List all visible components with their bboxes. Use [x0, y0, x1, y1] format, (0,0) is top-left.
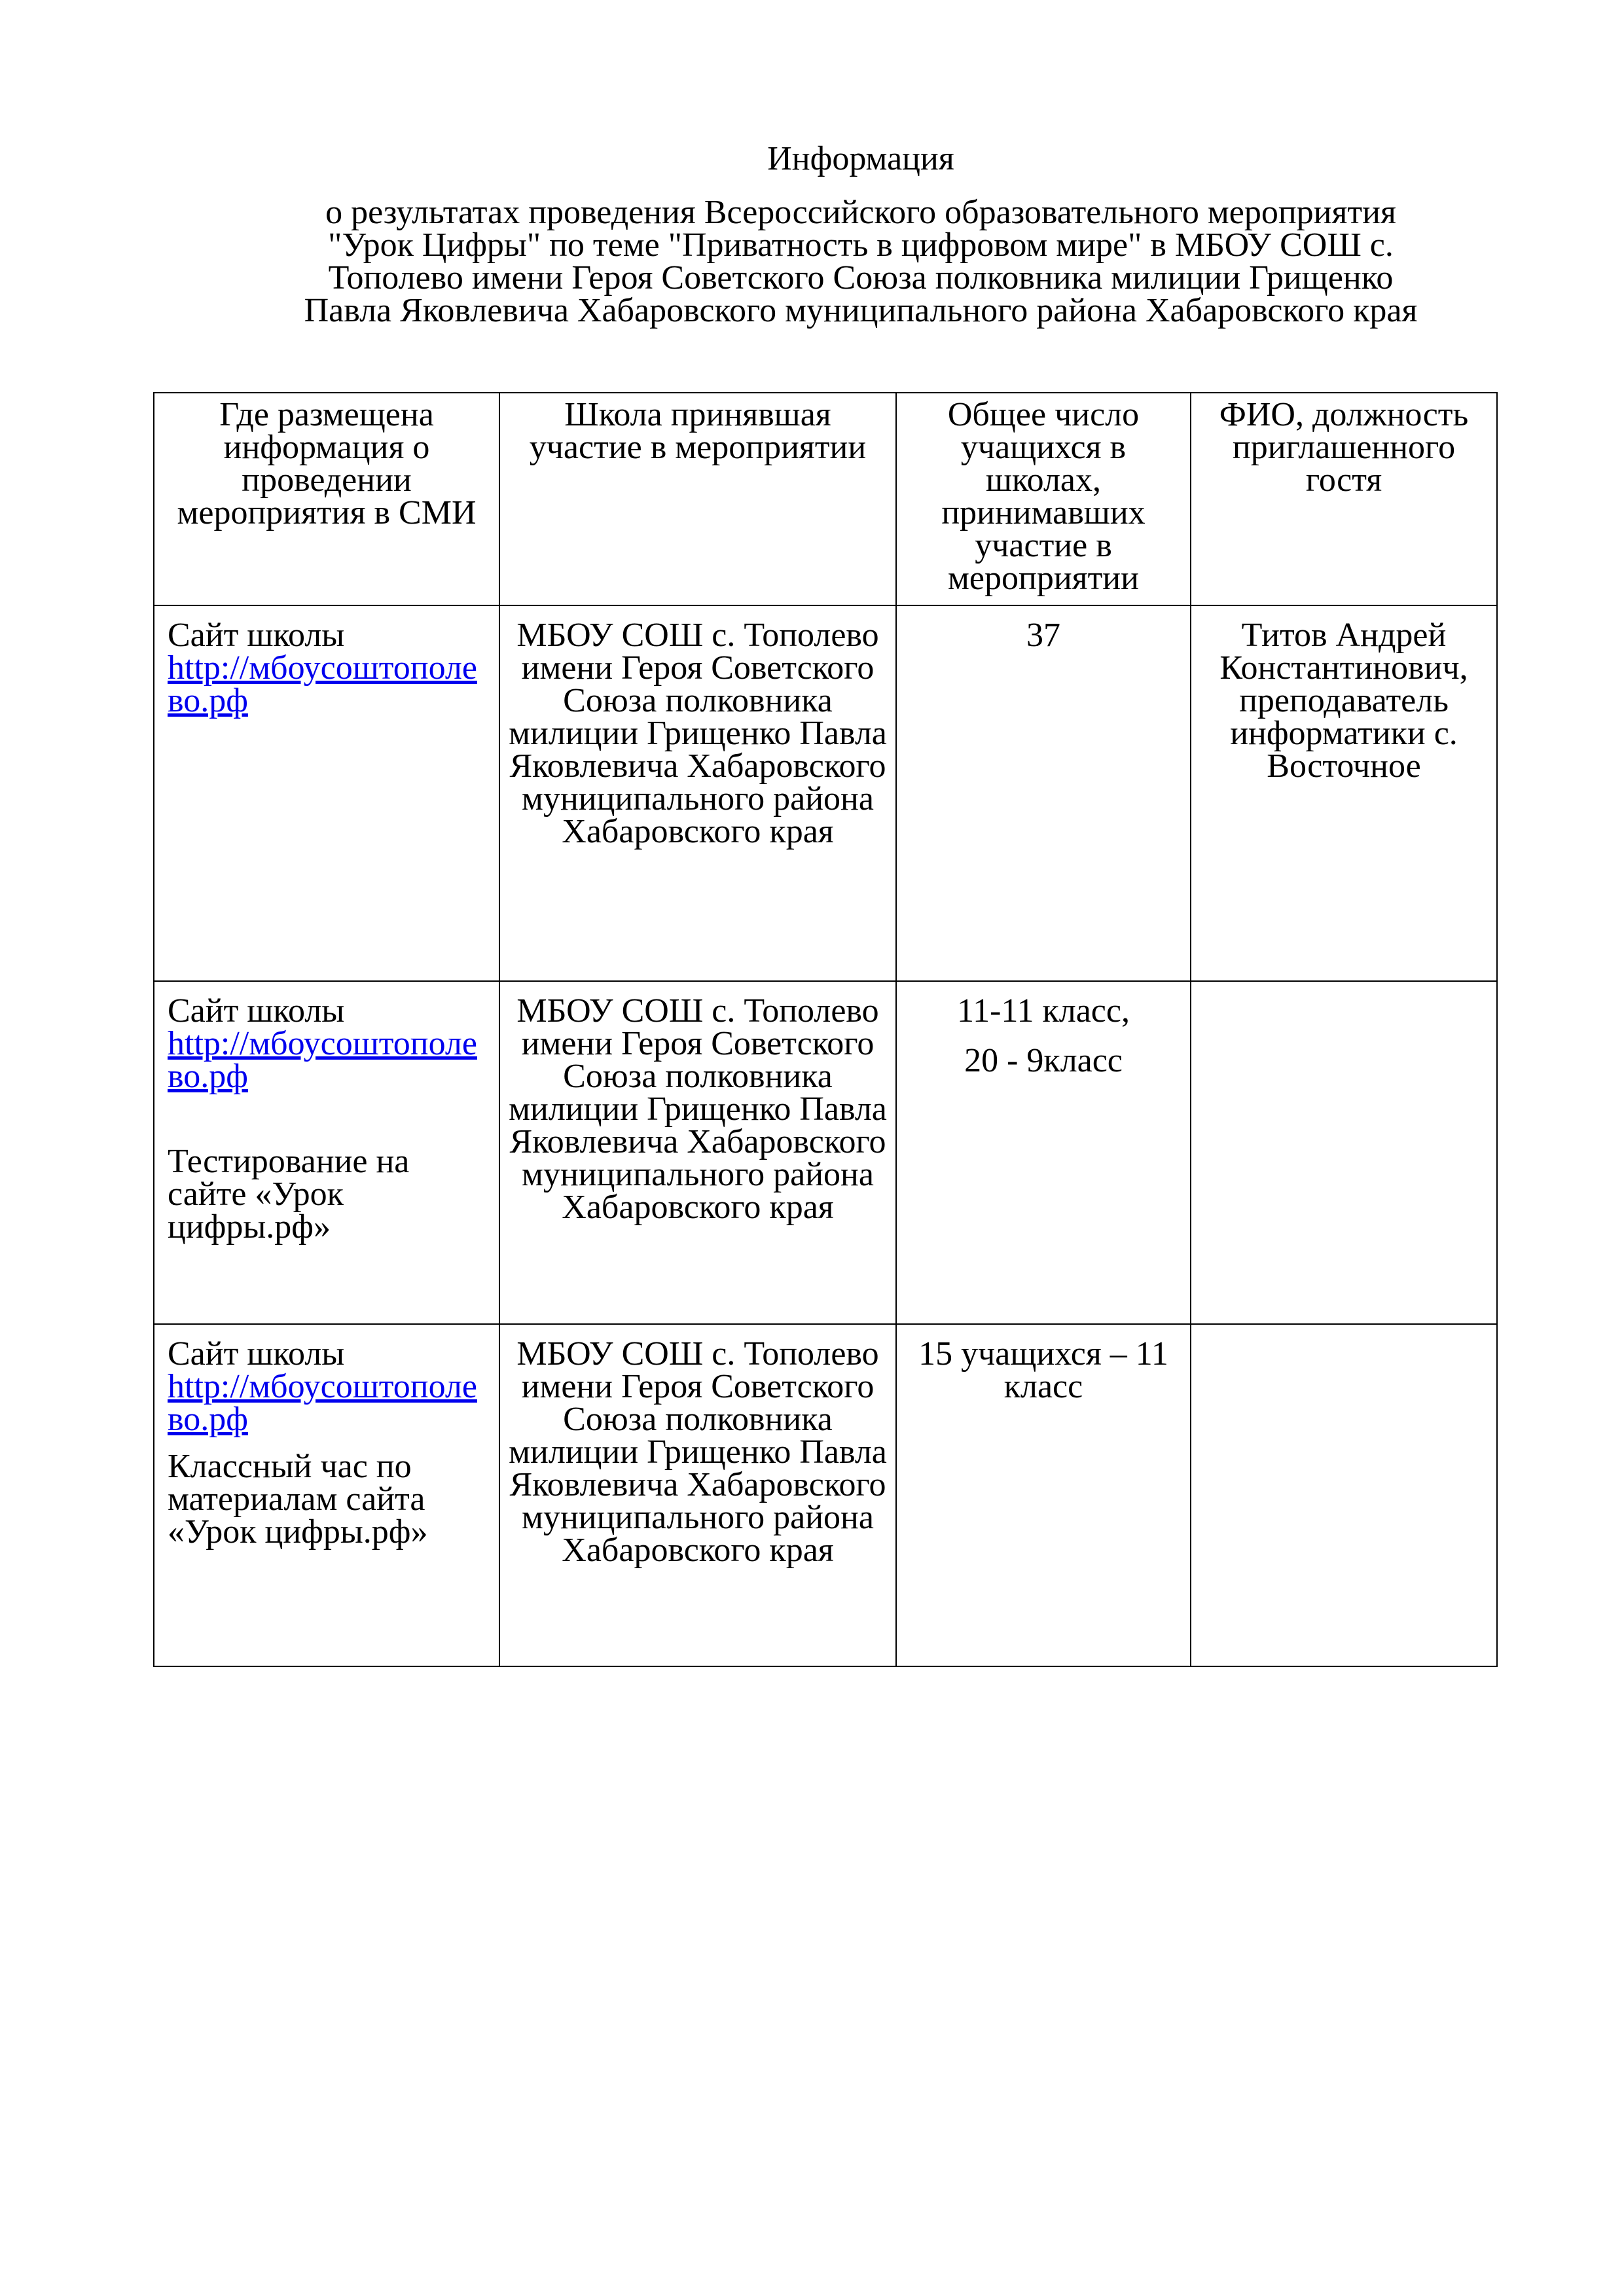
- table-row: [154, 1324, 1497, 1666]
- media-cell: [154, 981, 499, 1324]
- heading-line: Тополево имени Героя Советского Союза полковника милиции Грищенко: [328, 259, 1394, 296]
- media-note: Классный час по материалам сайта «Урок цифры.рф»: [168, 1448, 428, 1551]
- guest-cell: [1191, 1324, 1497, 1666]
- student-count-line: 20 - 9класс: [964, 1042, 1123, 1079]
- school-site-link[interactable]: http://мбоусоштополево.рф: [168, 1368, 477, 1438]
- document-heading: [223, 140, 1499, 329]
- student-count-line: 11-11 класс,: [957, 992, 1130, 1030]
- column-header-school: Школа принявшая участие в мероприятии: [499, 393, 896, 605]
- site-label: Сайт школы: [168, 617, 345, 654]
- media-note: Тестирование на сайте «Урок цифры.рф»: [168, 1143, 410, 1246]
- results-table: [153, 392, 1498, 1667]
- table-header-row: [154, 393, 1497, 605]
- site-label: Сайт школы: [168, 1335, 345, 1372]
- guest-cell: Титов Андрей Константинович, преподаватель информатики с. Восточное: [1191, 605, 1497, 981]
- table-row: [154, 605, 1497, 981]
- school-site-link[interactable]: http://мбоусоштополево.рф: [168, 1025, 477, 1095]
- column-header-guest: ФИО, должность приглашенного гостя: [1191, 393, 1497, 605]
- media-cell: [154, 1324, 499, 1666]
- table-row: [154, 981, 1497, 1324]
- student-count-cell: [896, 1324, 1191, 1666]
- heading-line: Павла Яковлевича Хабаровского муниципального района Хабаровского края: [304, 292, 1418, 329]
- school-site-link[interactable]: http://мбоусоштополево.рф: [168, 649, 477, 719]
- student-count-cell: [896, 605, 1191, 981]
- school-cell: МБОУ СОШ с. Тополево имени Героя Советского Союза полковника милиции Грищенко Павла Яковлевича Хабаровского муниципального района Хабаровского края: [499, 981, 896, 1324]
- heading-line: "Урок Цифры" по теме "Приватность в цифровом мире" в МБОУ СОШ с.: [328, 226, 1394, 264]
- student-count-line: 37: [1026, 617, 1060, 654]
- document-title: Информация: [767, 140, 954, 177]
- student-count-line: 15 учащихся – 11 класс: [918, 1335, 1168, 1405]
- site-label: Сайт школы: [168, 992, 345, 1030]
- school-cell: МБОУ СОШ с. Тополево имени Героя Советского Союза полковника милиции Грищенко Павла Яковлевича Хабаровского муниципального района Хабаровского края: [499, 1324, 896, 1666]
- column-header-student-count: Общее число учащихся в школах, принимавших участие в мероприятии: [896, 393, 1191, 605]
- column-header-media: Где размещена информация о проведении мероприятия в СМИ: [154, 393, 499, 605]
- guest-cell: [1191, 981, 1497, 1324]
- media-cell: [154, 605, 499, 981]
- heading-line: о результатах проведения Всероссийского образовательного мероприятия: [325, 194, 1396, 231]
- school-cell: МБОУ СОШ с. Тополево имени Героя Советского Союза полковника милиции Грищенко Павла Яковлевича Хабаровского муниципального района Хабаровского края: [499, 605, 896, 981]
- student-count-cell: [896, 981, 1191, 1324]
